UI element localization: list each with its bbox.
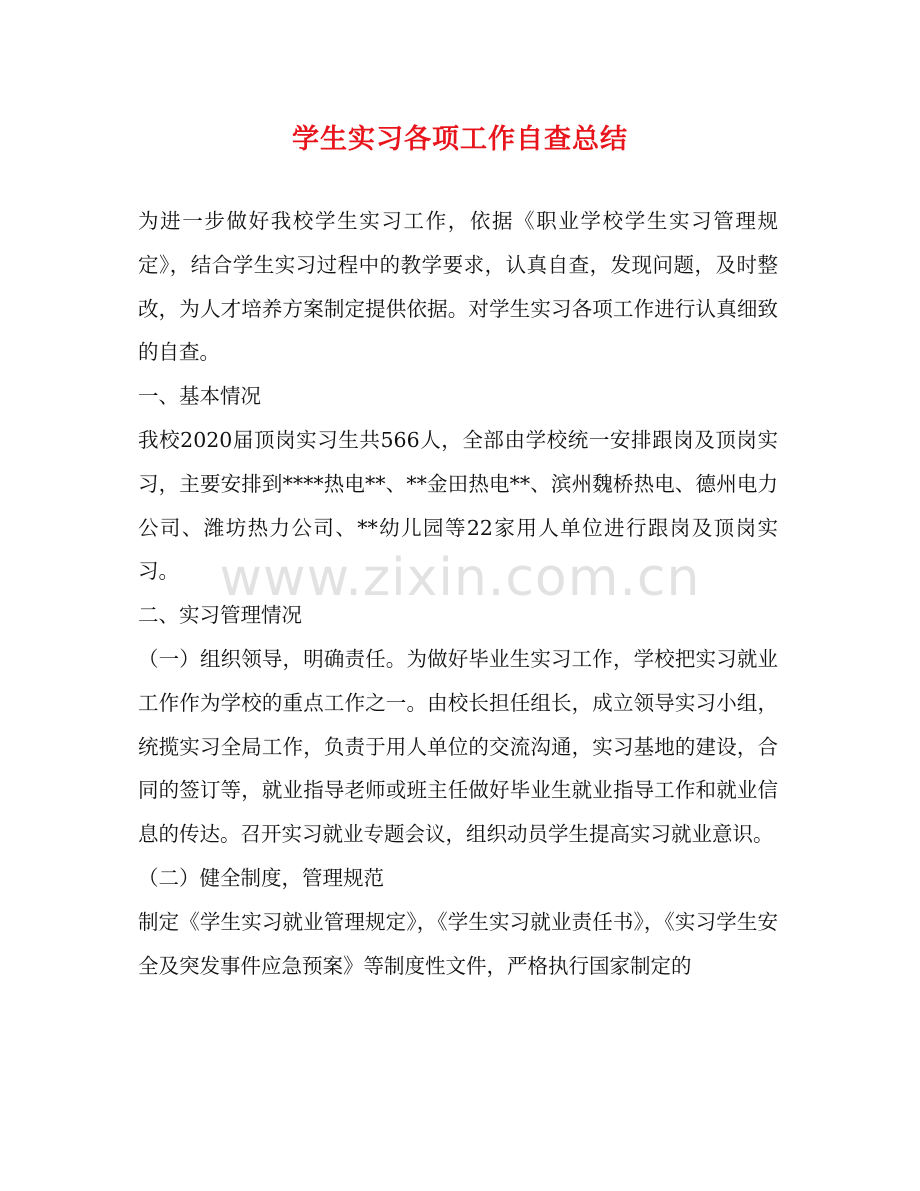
section-heading-basic-info: 一、基本情况: [138, 384, 261, 409]
watermark: www.zixin.com.cn: [219, 548, 701, 608]
paragraph-basic-info: 我校2020届顶岗实习生共566人，全部由学校统一安排跟岗及顶岗实习，主要安排到****热电**、**金田热电**、滨州魏桥热电、德州电力公司、潍坊热力公司、**幼儿园等22家用人单位进行跟岗及顶岗实习。: [138, 427, 778, 584]
paragraph-organization: （一）组织领导，明确责任。为做好毕业生实习工作，学校把实习就业工作作为学校的重点工作之一。由校长担任组长，成立领导实习小组，统揽实习全局工作，负责于用人单位的交流沟通，实习基地的建设，合同的签订等，就业指导老师或班主任做好毕业生就业指导工作和就业信息的传达。召开实习就业专题会议，组织动员学生提高实习就业意识。: [138, 646, 778, 847]
paragraph-system: 制定《学生实习就业管理规定》，《学生实习就业责任书》，《实习学生安全及突发事件应急预案》等制度性文件，严格执行国家制定的: [138, 909, 778, 978]
section-heading-management: 二、实习管理情况: [138, 603, 302, 628]
document-body: [138, 200, 778, 988]
subsection-heading-system: （二）健全制度，管理规范: [138, 865, 384, 890]
paragraph-intro: 为进一步做好我校学生实习工作，依据《职业学校学生实习管理规定》，结合学生实习过程中的教学要求，认真自查，发现问题，及时整改，为人才培养方案制定提供依据。对学生实习各项工作进行认真细致的自查。: [138, 209, 778, 365]
document-title: 学生实习各项工作自查总结: [292, 124, 628, 155]
